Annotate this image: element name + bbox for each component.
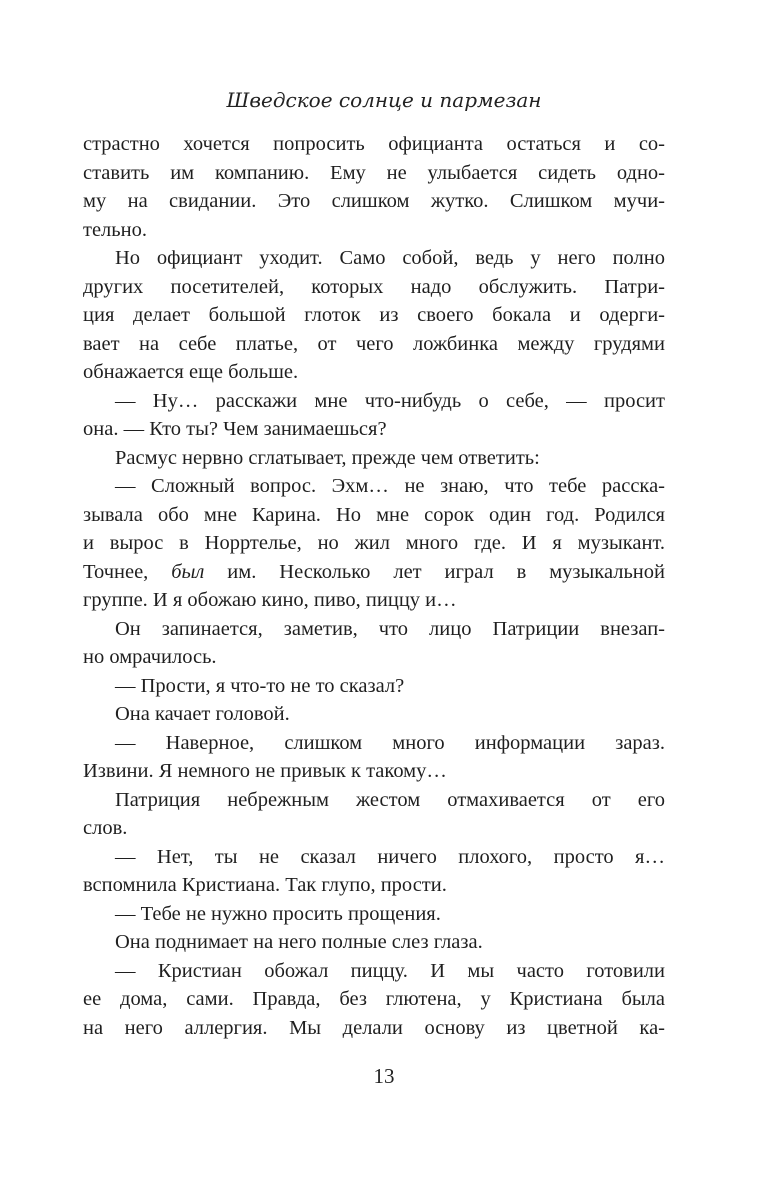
text-line: но омрачилось. [83,646,217,668]
text-line: ее дома, сами. Правда, без глютена, у Кристиана была [83,988,665,1010]
text-line: Точнее, был им. Несколько лет играл в музыкальной [83,560,665,583]
body-text [83,130,665,1042]
text-line: ставить им компанию. Ему не улыбается сидеть одно- [83,161,665,184]
text-line: Он запинается, заметив, что лицо Патриции внезап- [115,617,665,640]
text-line: слов. [83,817,128,839]
text-line: на него аллергия. Мы делали основу из цветной ка- [83,1016,665,1039]
text-line: му на свидании. Это слишком жутко. Слишком мучи- [83,190,665,212]
text-line: и вырос в Норртелье, но жил много где. И я музыкант. [83,532,665,554]
text-line: — Сложный вопрос. Эхм… не знаю, что тебе расска- [115,475,665,497]
text-line: вспомнила Кристиана. Так глупо, прости. [83,874,447,896]
text-line: — Ну… расскажи мне что-нибудь о себе, — просит [115,389,665,412]
text-line: ция делает большой глоток из своего бокала и одерги- [83,304,665,326]
emphasis: был [171,560,205,583]
text-line: зывала обо мне Карина. Но мне сорок один год. Родился [83,503,665,526]
text-line: Но официант уходит. Само собой, ведь у него полно [115,247,665,269]
text-line: страстно хочется попросить официанта остаться и со- [83,133,665,155]
text-line: — Наверное, слишком много информации зараз. [115,731,665,754]
page-number: 13 [373,1064,395,1088]
text-line: Патриция небрежным жестом отмахивается от его [115,788,665,811]
text-line: она. — Кто ты? Чем занимаешься? [83,418,387,440]
text-line: обнажается еще больше. [83,361,299,383]
text-line: других посетителей, которых надо обслужить. Патри- [83,275,665,298]
running-head: Шведское солнце и пармезан [226,88,542,112]
text-line: — Кристиан обожал пиццу. И мы часто готовили [115,959,665,982]
text-line: — Нет, ты не сказал ничего плохого, просто я… [115,845,665,868]
text-line: вает на себе платье, от чего ложбинка между грудями [83,332,665,355]
text-line: Она качает головой. [115,703,290,725]
text-line: Извини. Я немного не привык к такому… [83,760,447,782]
text-line: Она поднимает на него полные слез глаза. [115,931,483,953]
text-line: — Тебе не нужно просить прощения. [115,902,441,925]
text-line: Расмус нервно сглатывает, прежде чем ответить: [115,446,540,469]
text-line: тельно. [83,218,147,241]
text-line: — Прости, я что-то не то сказал? [115,674,405,697]
text-line: группе. И я обожаю кино, пиво, пиццу и… [83,589,457,611]
